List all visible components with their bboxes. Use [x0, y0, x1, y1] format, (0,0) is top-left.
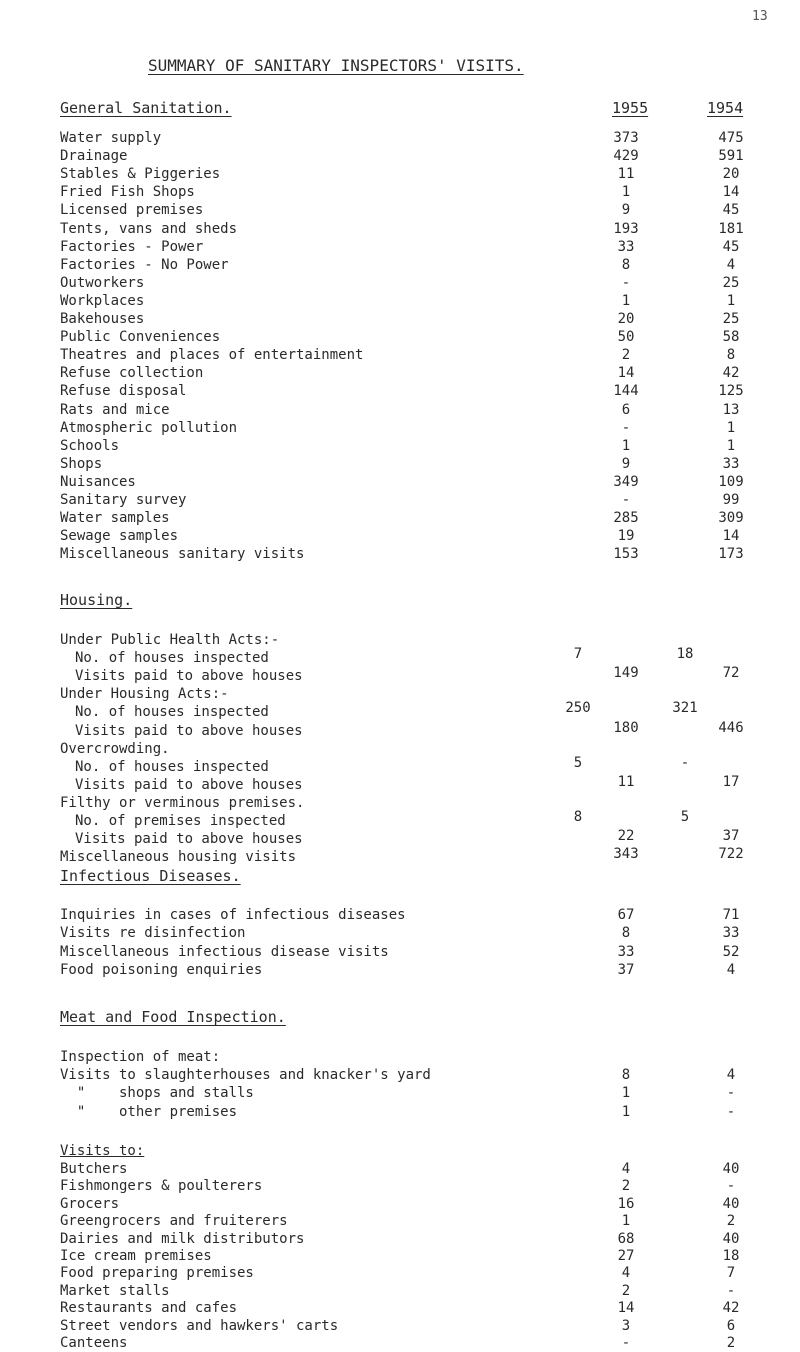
row-label: " shops and stalls	[60, 1085, 254, 1102]
value-1954: 58	[722, 329, 740, 346]
value-1955: 1	[621, 292, 631, 309]
table-row	[0, 1318, 800, 1335]
row-label: Tents, vans and sheds	[60, 220, 238, 237]
table-row	[0, 1085, 800, 1102]
row-label: Under Housing Acts:-	[60, 686, 229, 703]
row-label: Visits re disinfection	[60, 925, 246, 942]
value-1955: -	[621, 1335, 631, 1351]
value-1955: 33	[617, 943, 635, 960]
value-1955: 8	[621, 256, 631, 273]
value-1954: 173	[718, 546, 744, 563]
value-1954: 309	[718, 510, 744, 527]
row-label: Food poisoning enquiries	[60, 961, 263, 978]
table-row	[0, 365, 800, 382]
value-1955: 4	[621, 1161, 631, 1177]
table-row	[0, 646, 800, 667]
row-label: Workplaces	[60, 292, 145, 309]
table-row	[0, 456, 800, 473]
value-1955: 19	[617, 528, 635, 545]
row-label: Drainage	[60, 148, 128, 165]
row-label: Refuse collection	[60, 365, 204, 382]
value-1955: 8	[621, 1067, 631, 1083]
value-1954: 8	[726, 347, 736, 364]
value-c4: 446	[718, 719, 744, 736]
value-c3: 5	[680, 809, 690, 825]
value-1955: 144	[613, 383, 639, 400]
row-label: Filthy or verminous premises.	[60, 794, 305, 811]
value-c1: 8	[573, 809, 583, 825]
value-1954: 33	[722, 925, 740, 942]
value-1954: 13	[722, 401, 740, 418]
value-1954: 109	[718, 473, 744, 490]
row-label: Dairies and milk distributors	[60, 1230, 305, 1247]
row-label: Butchers	[60, 1161, 128, 1177]
value-1954: 4	[726, 961, 736, 978]
table-row	[0, 474, 800, 491]
table-row	[0, 492, 800, 509]
infectious-diseases-heading: Infectious Diseases.	[60, 867, 241, 885]
row-label: Miscellaneous sanitary visits	[60, 546, 305, 563]
value-1955: 285	[613, 510, 639, 527]
value-1954: 475	[718, 130, 744, 146]
value-1955: 6	[621, 401, 631, 418]
value-1954: -	[726, 1282, 736, 1299]
value-1955: 9	[621, 455, 631, 472]
table-row	[0, 809, 800, 830]
table-row	[0, 1104, 800, 1121]
value-1954: 14	[722, 528, 740, 545]
value-1955: 349	[613, 473, 639, 490]
row-label: Food preparing premises	[60, 1265, 254, 1282]
value-c1: 7	[573, 646, 583, 663]
row-label: Fried Fish Shops	[60, 184, 195, 201]
row-label: Refuse disposal	[60, 383, 187, 400]
table-row	[0, 1335, 800, 1352]
meat-food-heading: Meat and Food Inspection.	[60, 1008, 286, 1026]
row-label: Visits paid to above houses	[75, 668, 303, 685]
table-row	[0, 311, 800, 328]
page-title: SUMMARY OF SANITARY INSPECTORS' VISITS.	[148, 56, 524, 75]
row-label: Miscellaneous infectious disease visits	[60, 943, 389, 960]
value-1954: 40	[722, 1161, 740, 1177]
row-label: Inquiries in cases of infectious diseases	[60, 907, 406, 923]
row-label: Miscellaneous housing visits	[60, 849, 297, 866]
row-label: Overcrowding.	[60, 740, 170, 757]
value-1954: 18	[722, 1248, 740, 1264]
value-1955: 429	[613, 148, 639, 165]
table-row	[0, 202, 800, 219]
value-1954: 7	[726, 1265, 736, 1282]
value-1954: 1	[726, 419, 736, 436]
row-label: Atmospheric pollution	[60, 419, 238, 436]
value-1954: 71	[722, 907, 740, 923]
row-label: No. of premises inspected	[75, 813, 286, 829]
value-1954: 2	[726, 1335, 736, 1351]
value-c2: 11	[617, 773, 635, 790]
table-row	[0, 329, 800, 346]
value-1955: 2	[621, 1178, 631, 1195]
value-1954: 25	[722, 311, 740, 327]
table-row	[0, 293, 800, 310]
row-label: Ice cream premises	[60, 1248, 212, 1264]
table-row	[0, 275, 800, 292]
row-label: Stables & Piggeries	[60, 166, 221, 183]
table-row	[0, 510, 800, 527]
row-label: Factories - Power	[60, 238, 204, 255]
table-row	[0, 1300, 800, 1317]
value-1955: 20	[617, 311, 635, 327]
value-1954: 42	[722, 1300, 740, 1317]
value-c4: 722	[718, 846, 744, 863]
value-c4: 17	[722, 773, 740, 790]
row-label: Public Conveniences	[60, 329, 221, 346]
row-label: Fishmongers & poulterers	[60, 1178, 263, 1195]
table-row	[0, 257, 800, 274]
row-label: Theatres and places of entertainment	[60, 347, 364, 364]
inspection-of-meat-label: Inspection of meat:	[60, 1049, 221, 1065]
value-1955: 4	[621, 1265, 631, 1282]
value-c4: 37	[722, 828, 740, 845]
value-1955: -	[621, 492, 631, 508]
row-label: Nuisances	[60, 473, 136, 490]
value-1954: 40	[722, 1230, 740, 1247]
row-label: Bakehouses	[60, 311, 145, 327]
table-row	[0, 962, 800, 979]
value-1955: 8	[621, 925, 631, 942]
table-row	[0, 846, 800, 866]
row-label: Sewage samples	[60, 528, 179, 545]
value-1955: 3	[621, 1317, 631, 1334]
table-row	[0, 402, 800, 419]
value-1955: 1	[621, 1085, 631, 1102]
value-c4: 72	[722, 665, 740, 682]
value-1954: 181	[718, 220, 744, 237]
table-row	[0, 665, 800, 685]
general-sanitation-heading: General Sanitation.	[60, 99, 232, 117]
row-label: Visits to slaughterhouses and knacker's yard	[60, 1067, 431, 1083]
row-label: Grocers	[60, 1195, 120, 1212]
row-label: No. of houses inspected	[75, 758, 269, 775]
row-label: Under Public Health Acts:-	[60, 632, 280, 648]
housing-heading: Housing.	[60, 591, 133, 609]
value-1954: 2	[726, 1213, 736, 1230]
row-label: " other premises	[60, 1103, 238, 1120]
table-row	[0, 1178, 800, 1195]
table-row	[0, 907, 800, 924]
table-row	[0, 925, 800, 942]
table-row	[0, 184, 800, 201]
row-label: Visits paid to above houses	[75, 776, 303, 793]
value-1954: 1	[726, 437, 736, 454]
table-row	[0, 1196, 800, 1213]
table-row	[0, 221, 800, 238]
table-row	[0, 719, 800, 740]
row-label: Market stalls	[60, 1282, 170, 1299]
row-label: Sanitary survey	[60, 492, 187, 508]
table-row	[0, 944, 800, 961]
value-1955: 16	[617, 1195, 635, 1212]
table-row	[0, 1248, 800, 1265]
value-1954: 6	[726, 1317, 736, 1334]
value-1955: 14	[617, 365, 635, 382]
value-1955: 68	[617, 1230, 635, 1247]
table-row	[0, 1231, 800, 1248]
value-1954: -	[726, 1103, 736, 1120]
value-1955: 1	[621, 1103, 631, 1120]
value-c2: 343	[613, 846, 639, 863]
row-label: Rats and mice	[60, 401, 170, 418]
row-label: Schools	[60, 437, 120, 454]
value-1954: 33	[722, 455, 740, 472]
value-1954: -	[726, 1178, 736, 1195]
value-1955: 2	[621, 347, 631, 364]
value-1955: 9	[621, 202, 631, 219]
table-row	[0, 700, 800, 721]
row-label: Greengrocers and fruiterers	[60, 1213, 288, 1230]
value-1954: 14	[722, 184, 740, 201]
table-row	[0, 383, 800, 400]
value-c2: 180	[613, 719, 639, 736]
row-label: Canteens	[60, 1335, 128, 1351]
value-1954: 40	[722, 1195, 740, 1212]
table-row	[0, 148, 800, 165]
value-c3: 18	[676, 646, 694, 663]
row-label: Water samples	[60, 510, 170, 527]
table-row	[0, 1283, 800, 1300]
row-label: Factories - No Power	[60, 256, 229, 273]
row-label: No. of houses inspected	[75, 650, 269, 667]
value-1955: 27	[617, 1248, 635, 1264]
value-1955: 153	[613, 546, 639, 563]
col-header-1955: 1955	[612, 99, 649, 117]
table-row	[0, 754, 800, 776]
row-label: Water supply	[60, 130, 162, 146]
value-c1: 5	[573, 754, 583, 771]
value-1954: 52	[722, 943, 740, 960]
table-row	[0, 1213, 800, 1230]
row-label: Street vendors and hawkers' carts	[60, 1317, 339, 1334]
value-1954: 4	[726, 1067, 736, 1083]
value-1955: 33	[617, 238, 635, 255]
table-row	[0, 239, 800, 256]
visits-to-label: Visits to:	[60, 1143, 145, 1159]
value-1954: 99	[722, 492, 740, 508]
page-number: 13	[752, 9, 768, 24]
value-1954: 4	[726, 256, 736, 273]
table-row	[0, 420, 800, 437]
value-1955: -	[621, 419, 631, 436]
value-c3: 321	[672, 700, 698, 717]
value-1955: 67	[617, 907, 635, 923]
table-row	[0, 130, 800, 147]
row-label: Visits paid to above houses	[75, 831, 303, 848]
table-row	[0, 528, 800, 545]
value-1955: 37	[617, 961, 635, 978]
row-label: Licensed premises	[60, 202, 204, 219]
value-c2: 149	[613, 665, 639, 682]
value-1954: 45	[722, 238, 740, 255]
value-1954: 1	[726, 292, 736, 309]
row-label: No. of houses inspected	[75, 704, 269, 721]
row-label: Outworkers	[60, 274, 145, 291]
table-row	[0, 1265, 800, 1282]
row-label: Shops	[60, 455, 103, 472]
table-row	[0, 1067, 800, 1084]
value-1954: 125	[718, 383, 744, 400]
value-1955: 14	[617, 1300, 635, 1317]
col-header-1954: 1954	[707, 99, 744, 117]
value-1954: 45	[722, 202, 740, 219]
value-1955: 11	[617, 166, 635, 183]
table-row	[0, 1161, 800, 1178]
table-row	[0, 546, 800, 563]
table-row	[0, 828, 800, 848]
value-c1: 250	[565, 700, 591, 717]
value-1955: 2	[621, 1282, 631, 1299]
row-label: Visits paid to above houses	[75, 722, 303, 739]
value-1955: 1	[621, 184, 631, 201]
value-1954: -	[726, 1085, 736, 1102]
value-c2: 22	[617, 828, 635, 845]
value-1955: 373	[613, 130, 639, 146]
value-1955: 1	[621, 1213, 631, 1230]
value-1954: 20	[722, 166, 740, 183]
value-1954: 42	[722, 365, 740, 382]
row-label: Restaurants and cafes	[60, 1300, 238, 1317]
table-row	[0, 438, 800, 455]
value-1954: 25	[722, 274, 740, 291]
value-1955: -	[621, 274, 631, 291]
table-row	[0, 773, 800, 794]
value-1955: 50	[617, 329, 635, 346]
value-1955: 1	[621, 437, 631, 454]
value-1954: 591	[718, 148, 744, 165]
value-1955: 193	[613, 220, 639, 237]
value-c3: -	[680, 754, 690, 771]
table-row	[0, 347, 800, 364]
table-row	[0, 166, 800, 183]
